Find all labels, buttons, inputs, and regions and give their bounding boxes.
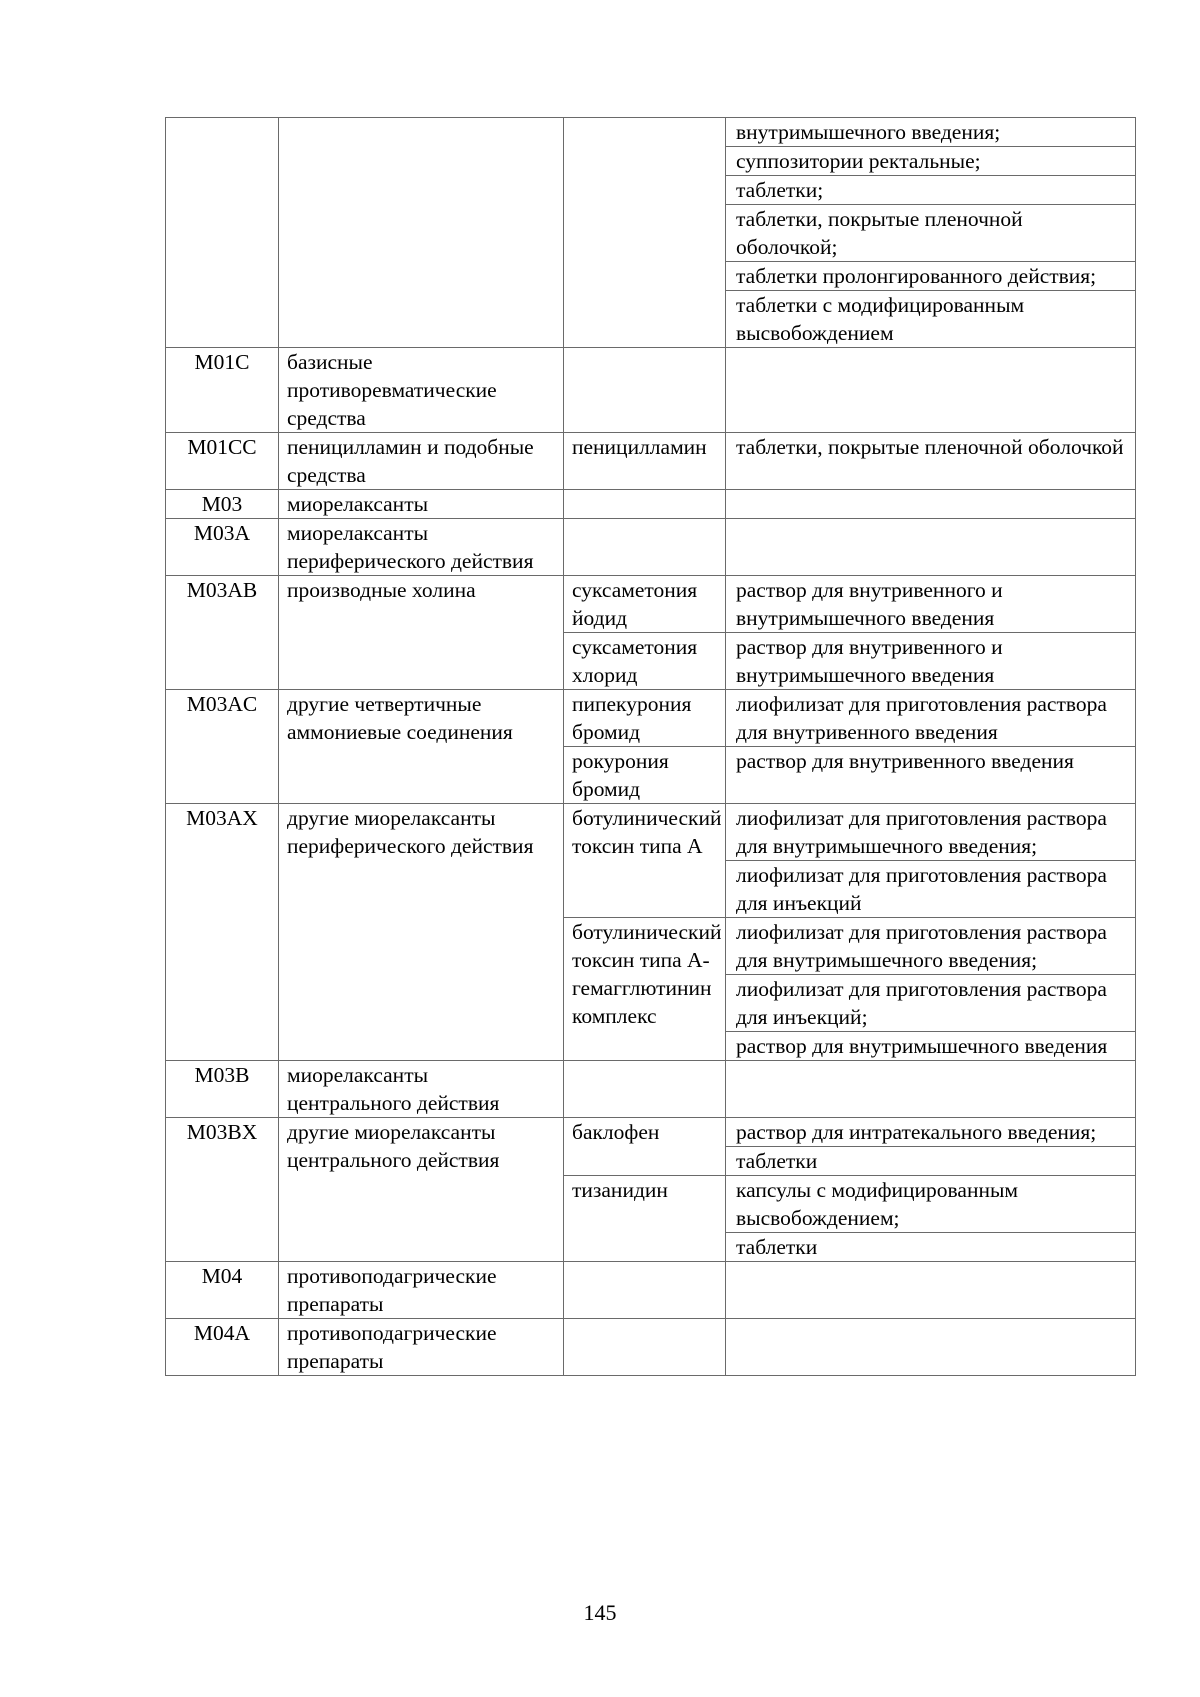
medication-table [165,117,1136,1376]
table-row [166,519,1136,576]
dosage-form-cell [726,348,1136,433]
dosage-form-cell [726,1319,1136,1376]
table-row [166,348,1136,433]
drug-cell [564,348,726,433]
dosage-form-cell: раствор для внутривенного и внутримышечного введения [726,633,1136,690]
dosage-form-cell: таблетки; [726,176,1136,205]
group-cell: производные холина [279,576,564,690]
atc-code-cell: M03BX [166,1118,279,1262]
atc-code-cell: M03B [166,1061,279,1118]
page-number: 145 [583,1600,617,1625]
dosage-form-cell: внутримышечного введения; [726,118,1136,147]
drug-cell: ботулинический токсин типа А [564,804,726,918]
group-cell: пеницилламин и подобные средства [279,433,564,490]
group-cell: миорелаксанты [279,490,564,519]
drug-cell [564,519,726,576]
table-row [166,118,1136,147]
dosage-form-cell: раствор для внутривенного введения [726,747,1136,804]
group-cell: миорелаксанты периферического действия [279,519,564,576]
dosage-form-cell: таблетки [726,1147,1136,1176]
group-cell: другие миорелаксанты центрального действия [279,1118,564,1262]
group-cell: миорелаксанты центрального действия [279,1061,564,1118]
atc-code-cell: M03AB [166,576,279,690]
table-row [166,1118,1136,1147]
atc-code-cell: M04 [166,1262,279,1319]
dosage-form-cell: капсулы с модифицированным высвобождением; [726,1176,1136,1233]
group-cell: другие миорелаксанты периферического действия [279,804,564,1061]
dosage-form-cell: лиофилизат для приготовления раствора для инъекций [726,861,1136,918]
dosage-form-cell: суппозитории ректальные; [726,147,1136,176]
dosage-form-cell: таблетки, покрытые пленочной оболочкой [726,433,1136,490]
dosage-form-cell [726,1262,1136,1319]
drug-cell: пеницилламин [564,433,726,490]
drug-cell: суксаметония хлорид [564,633,726,690]
drug-cell: баклофен [564,1118,726,1176]
group-cell [279,118,564,348]
table-row [166,1262,1136,1319]
table-row [166,804,1136,861]
atc-code-cell: M03A [166,519,279,576]
dosage-form-cell: таблетки, покрытые пленочной оболочкой; [726,205,1136,262]
group-cell: противоподагрические препараты [279,1262,564,1319]
drug-cell [564,1319,726,1376]
atc-code-cell: M01CC [166,433,279,490]
table-row [166,690,1136,747]
dosage-form-cell: лиофилизат для приготовления раствора для внутривенного введения [726,690,1136,747]
atc-code-cell: M03AX [166,804,279,1061]
dosage-form-cell: таблетки пролонгированного действия; [726,262,1136,291]
drug-cell: ботулинический токсин типа А-гемагглютинин комплекс [564,918,726,1061]
drug-cell: суксаметония йодид [564,576,726,633]
drug-cell [564,118,726,348]
table-row [166,576,1136,633]
atc-code-cell: M04A [166,1319,279,1376]
table-row [166,1061,1136,1118]
table-row [166,1319,1136,1376]
dosage-form-cell [726,490,1136,519]
atc-code-cell: M03AC [166,690,279,804]
drug-cell: тизанидин [564,1176,726,1262]
dosage-form-cell [726,1061,1136,1118]
table-row [166,490,1136,519]
drug-cell [564,490,726,519]
dosage-form-cell: лиофилизат для приготовления раствора для инъекций; [726,975,1136,1032]
dosage-form-cell: раствор для интратекального введения; [726,1118,1136,1147]
group-cell: противоподагрические препараты [279,1319,564,1376]
atc-code-cell: M01C [166,348,279,433]
group-cell: базисные противоревматические средства [279,348,564,433]
drug-cell: рокурония бромид [564,747,726,804]
dosage-form-cell: раствор для внутримышечного введения [726,1032,1136,1061]
atc-code-cell: M03 [166,490,279,519]
dosage-form-cell: таблетки с модифицированным высвобождением [726,291,1136,348]
table-row [166,433,1136,490]
dosage-form-cell [726,519,1136,576]
group-cell: другие четвертичные аммониевые соединения [279,690,564,804]
atc-code-cell [166,118,279,348]
drug-cell [564,1061,726,1118]
dosage-form-cell: раствор для внутривенного и внутримышечного введения [726,576,1136,633]
drug-cell: пипекурония бромид [564,690,726,747]
dosage-form-cell: лиофилизат для приготовления раствора для внутримышечного введения; [726,804,1136,861]
drug-cell [564,1262,726,1319]
dosage-form-cell: таблетки [726,1233,1136,1262]
dosage-form-cell: лиофилизат для приготовления раствора для внутримышечного введения; [726,918,1136,975]
